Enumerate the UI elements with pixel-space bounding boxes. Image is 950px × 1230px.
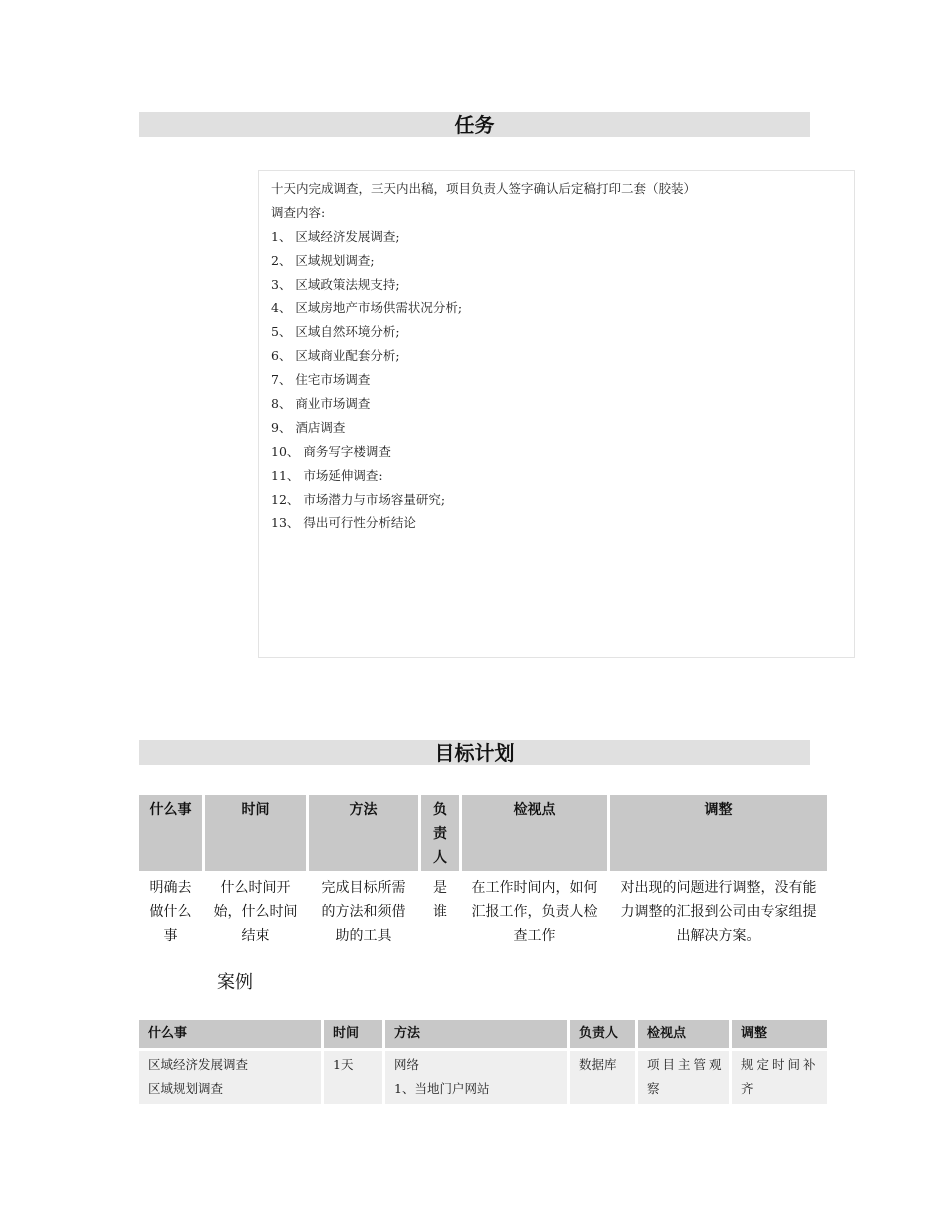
plan-cell-owner: 是谁 [433,880,447,920]
plan-section-title: 目标计划 [139,740,810,765]
case-method-line: 1、当地门户网站 [394,1081,490,1096]
case-cell-owner [570,1051,635,1104]
task-line: 12、 市场潜力与市场容量研究; [271,491,446,507]
case-cell-method [385,1051,567,1104]
plan-cell-adjust: 对出现的问题进行调整，没有能力调整的汇报到公司由专家组提出解决方案。 [620,880,817,944]
plan-header-adjust: 调整 [610,795,827,871]
plan-header-checkpoint: 检视点 [462,795,607,871]
task-line: 10、 商务写字楼调查 [271,443,391,459]
task-section-title: 任务 [139,112,810,137]
case-header-adjust: 调整 [732,1020,827,1048]
plan-header-what: 什么事 [139,795,202,871]
task-line: 十天内完成调查，三天内出稿，项目负责人签字确认后定稿打印二套（胶装） [271,181,697,196]
task-line: 9、 酒店调查 [271,419,346,435]
plan-cell-checkpoint: 在工作时间内，如何汇报工作，负责人检查工作 [471,880,598,944]
case-label: 案例 [217,972,253,993]
case-what-line: 区域规划调查 [148,1081,224,1096]
case-what-line: 区域经济发展调查 [148,1057,249,1072]
plan-cell-time: 什么时间开始，什么时间结束 [213,880,298,944]
task-line: 7、 住宅市场调查 [271,372,371,388]
task-line: 1、 区域经济发展调查; [271,228,400,244]
task-line: 调查内容: [271,204,326,220]
case-cell-adjust [732,1051,827,1104]
plan-header-method: 方法 [309,795,418,871]
plan-cell-method: 完成目标所需的方法和须借助的工具 [321,880,406,944]
case-header-what: 什么事 [139,1020,321,1048]
case-owner-text: 数据库 [579,1057,617,1072]
case-cell-checkpoint [638,1051,729,1104]
case-header-checkpoint: 检视点 [638,1020,729,1048]
case-cell-time [324,1051,382,1104]
case-checkpoint-text: 项目主管观察 [647,1057,725,1096]
task-line: 2、 区域规划调查; [271,252,375,268]
task-line: 5、 区域自然环境分析; [271,324,400,340]
case-adjust-text: 规定时间补齐 [741,1057,819,1096]
task-line: 8、 商业市场调查 [271,396,371,412]
task-line: 11、 市场延伸调查: [271,467,383,483]
case-method-line: 网络 [394,1057,420,1072]
case-cell-what [139,1051,321,1104]
task-line: 6、 区域商业配套分析; [271,348,400,364]
plan-cell-what: 明确去做什么事 [149,880,192,944]
case-time-text: 1天 [333,1057,354,1072]
plan-header-time: 时间 [205,795,306,871]
task-line: 4、 区域房地产市场供需状况分析; [271,300,463,316]
task-line: 13、 得出可行性分析结论 [271,515,416,531]
task-line: 3、 区域政策法规支持; [271,276,400,292]
case-header-method: 方法 [385,1020,567,1048]
task-content-box [258,170,855,658]
case-header-time: 时间 [324,1020,382,1048]
plan-header-owner: 负责人 [421,795,459,871]
case-header-owner: 负责人 [570,1020,635,1048]
